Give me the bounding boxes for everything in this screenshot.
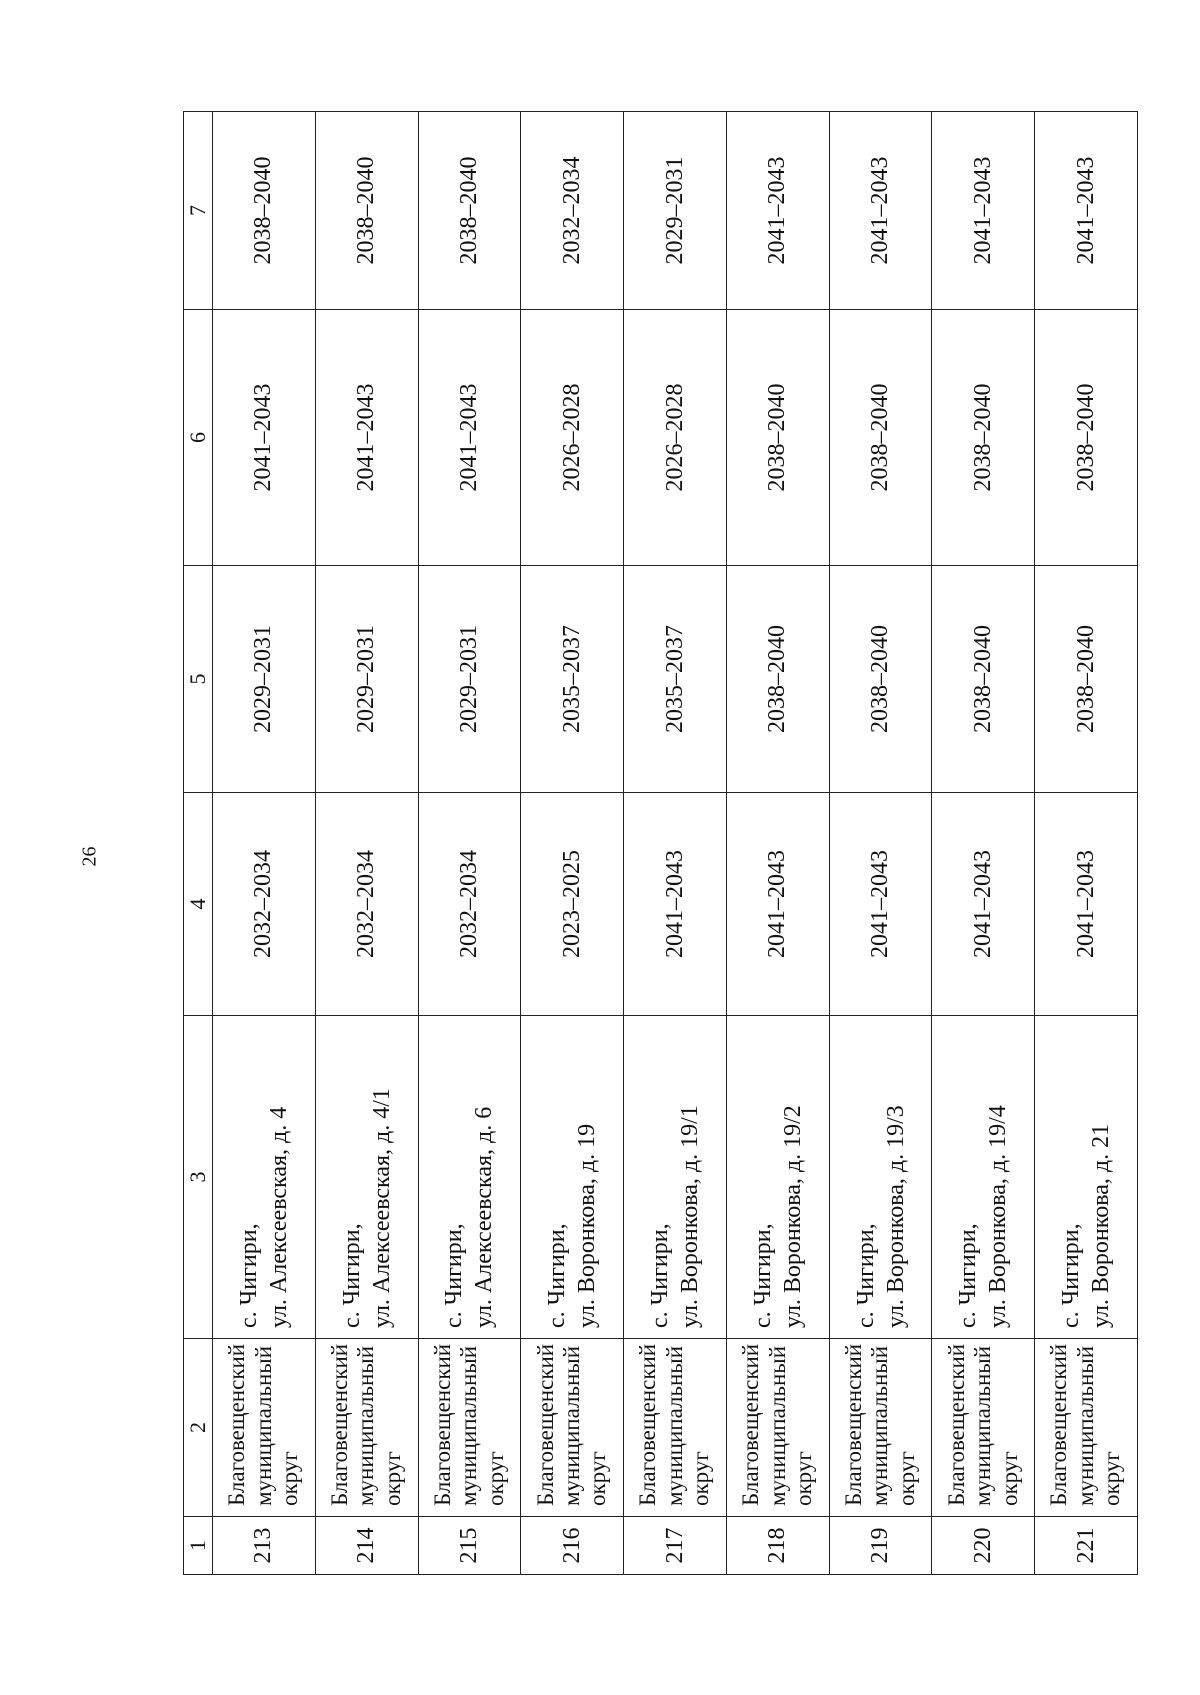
row-number-cell — [932, 1517, 1035, 1575]
cell-text: Благовещенский муниципальный округ — [224, 1343, 303, 1506]
district-cell — [1035, 1339, 1138, 1517]
cell-text: 213 — [250, 1527, 277, 1564]
cell-text: 2032–2034 — [250, 850, 277, 958]
cell-text: с. Чигири, ул. Воронкова, д. 19/3 — [852, 1105, 909, 1328]
cell-text: 2041–2043 — [867, 850, 894, 958]
period-cell-6 — [315, 310, 418, 566]
header-cell: 3 — [184, 1016, 213, 1339]
cell-text: с. Чигири, ул. Воронкова, д. 19 — [544, 1123, 601, 1328]
cell-text: 2041–2043 — [969, 850, 996, 958]
table-frame — [183, 112, 1138, 1575]
table-row — [726, 112, 829, 1575]
cell-text: с. Чигири, ул. Алексеевская, д. 4 — [235, 1106, 292, 1328]
cell-text: 2041–2043 — [867, 156, 894, 265]
header-cell: 2 — [184, 1339, 213, 1517]
period-cell-5 — [726, 566, 829, 793]
address-cell — [624, 1016, 727, 1339]
row-number-cell — [418, 1517, 521, 1575]
header-cell: 1 — [184, 1517, 213, 1575]
district-cell — [521, 1339, 624, 1517]
period-cell-4 — [1035, 793, 1138, 1016]
cell-text: 2038–2040 — [455, 156, 482, 265]
cell-text: 2038–2040 — [250, 156, 277, 265]
cell-text: Благовещенский муниципальный округ — [429, 1343, 508, 1506]
cell-text: 2032–2034 — [353, 850, 380, 958]
cell-text: Благовещенский муниципальный округ — [738, 1343, 816, 1506]
district-cell — [726, 1339, 829, 1517]
cell-text: 2038–2040 — [969, 383, 996, 492]
period-cell-5 — [932, 566, 1035, 793]
district-cell — [315, 1339, 418, 1517]
cell-text: Благовещенский муниципальный округ — [1046, 1343, 1125, 1506]
row-number-cell — [521, 1517, 624, 1575]
table-row — [521, 112, 624, 1575]
district-cell — [213, 1339, 316, 1517]
cell-text: 2026–2028 — [661, 383, 688, 492]
cell-text: с. Чигири, ул. Воронкова, д. 19/4 — [955, 1105, 1012, 1328]
cell-text: с. Чигири, ул. Воронкова, д. 19/2 — [749, 1105, 806, 1328]
address-cell — [1035, 1016, 1138, 1339]
period-cell-5 — [829, 566, 932, 793]
cell-text: с. Чигири, ул. Воронкова, д. 19/1 — [647, 1105, 703, 1328]
cell-text: 2023–2025 — [558, 850, 585, 958]
period-cell-7 — [726, 112, 829, 310]
cell-text: с. Чигири, ул. Алексеевская, д. 4/1 — [338, 1088, 395, 1328]
cell-text: 2038–2040 — [353, 156, 380, 265]
address-cell — [829, 1016, 932, 1339]
table-row — [624, 112, 727, 1575]
period-cell-6 — [829, 310, 932, 566]
cell-text: 220 — [969, 1527, 996, 1564]
period-cell-5 — [418, 566, 521, 793]
row-number-cell — [315, 1517, 418, 1575]
cell-text: 215 — [455, 1527, 482, 1564]
row-number-cell — [624, 1517, 727, 1575]
period-cell-4 — [624, 793, 727, 1016]
cell-text: 2041–2043 — [455, 383, 482, 492]
period-cell-4 — [932, 793, 1035, 1016]
page-number: 26 — [78, 846, 101, 867]
period-cell-6 — [726, 310, 829, 566]
address-cell — [213, 1016, 316, 1339]
header-cell: 5 — [184, 566, 213, 793]
cell-text: Благовещенский муниципальный округ — [635, 1343, 714, 1506]
cell-text: 2032–2034 — [455, 850, 482, 958]
header-cell: 4 — [184, 793, 213, 1016]
period-cell-6 — [418, 310, 521, 566]
row-number-cell — [726, 1517, 829, 1575]
cell-text: 2041–2043 — [661, 850, 688, 958]
period-cell-4 — [213, 793, 316, 1016]
address-cell — [418, 1016, 521, 1339]
cell-text: 214 — [353, 1527, 380, 1564]
cell-text: 2026–2028 — [558, 383, 585, 492]
period-cell-6 — [521, 310, 624, 566]
cell-text: 2035–2037 — [661, 625, 688, 733]
cell-text: 2038–2040 — [867, 383, 894, 492]
period-cell-5 — [521, 566, 624, 793]
cell-text: 2038–2040 — [1072, 625, 1099, 733]
cell-text: 2038–2040 — [764, 383, 791, 492]
period-cell-4 — [521, 793, 624, 1016]
header-cell: 7 — [184, 112, 213, 310]
cell-text: 2038–2040 — [969, 625, 996, 733]
cell-text: 217 — [661, 1527, 688, 1564]
table-body — [184, 112, 1138, 1575]
table-row — [213, 112, 316, 1575]
table-row — [932, 112, 1035, 1575]
period-cell-6 — [213, 310, 316, 566]
schedule-table — [183, 111, 1138, 1575]
district-cell — [624, 1339, 727, 1517]
period-cell-5 — [624, 566, 727, 793]
period-cell-7 — [315, 112, 418, 310]
cell-text: 221 — [1072, 1527, 1099, 1564]
cell-text: 2041–2043 — [764, 850, 791, 958]
cell-text: 2041–2043 — [353, 383, 380, 492]
period-cell-5 — [1035, 566, 1138, 793]
table-header-row — [184, 112, 213, 1575]
cell-text: Благовещенский муниципальный округ — [532, 1343, 611, 1506]
cell-text: 2038–2040 — [1072, 383, 1099, 492]
cell-text: с. Чигири, ул. Алексеевская, д. 6 — [441, 1106, 498, 1328]
row-number-cell — [1035, 1517, 1138, 1575]
cell-text: 2029–2031 — [455, 625, 482, 733]
cell-text: Благовещенский муниципальный округ — [943, 1343, 1022, 1506]
period-cell-7 — [1035, 112, 1138, 310]
address-cell — [315, 1016, 418, 1339]
cell-text: 219 — [867, 1527, 894, 1564]
cell-text: Благовещенский муниципальный округ — [327, 1343, 405, 1506]
cell-text: 216 — [558, 1527, 585, 1564]
period-cell-4 — [829, 793, 932, 1016]
address-cell — [932, 1016, 1035, 1339]
address-cell — [726, 1016, 829, 1339]
period-cell-6 — [624, 310, 727, 566]
row-number-cell — [829, 1517, 932, 1575]
cell-text: 2029–2031 — [250, 625, 277, 733]
period-cell-6 — [1035, 310, 1138, 566]
cell-text: 2032–2034 — [558, 156, 585, 265]
header-cell: 6 — [184, 310, 213, 566]
address-cell — [521, 1016, 624, 1339]
cell-text: 2041–2043 — [250, 383, 277, 492]
period-cell-4 — [418, 793, 521, 1016]
table-row — [829, 112, 932, 1575]
table-row — [315, 112, 418, 1575]
cell-text: 2041–2043 — [969, 156, 996, 265]
cell-text: с. Чигири, ул. Воронкова, д. 21 — [1058, 1123, 1115, 1328]
cell-text: 2038–2040 — [764, 625, 791, 733]
cell-text: 2041–2043 — [1072, 850, 1099, 958]
period-cell-7 — [932, 112, 1035, 310]
period-cell-7 — [521, 112, 624, 310]
period-cell-6 — [932, 310, 1035, 566]
period-cell-5 — [315, 566, 418, 793]
period-cell-7 — [213, 112, 316, 310]
period-cell-7 — [418, 112, 521, 310]
period-cell-7 — [829, 112, 932, 310]
period-cell-7 — [624, 112, 727, 310]
period-cell-5 — [213, 566, 316, 793]
period-cell-4 — [315, 793, 418, 1016]
table-row — [418, 112, 521, 1575]
cell-text: 2029–2031 — [353, 625, 380, 733]
cell-text: 2029–2031 — [661, 156, 688, 265]
period-cell-4 — [726, 793, 829, 1016]
district-cell — [418, 1339, 521, 1517]
cell-text: 2035–2037 — [558, 625, 585, 733]
cell-text: Благовещенский муниципальный округ — [840, 1343, 919, 1506]
district-cell — [932, 1339, 1035, 1517]
cell-text: 218 — [764, 1527, 791, 1564]
district-cell — [829, 1339, 932, 1517]
cell-text: 2041–2043 — [764, 156, 791, 265]
cell-text: 2038–2040 — [867, 625, 894, 733]
cell-text: 2041–2043 — [1072, 156, 1099, 265]
table-row — [1035, 112, 1138, 1575]
row-number-cell — [213, 1517, 316, 1575]
